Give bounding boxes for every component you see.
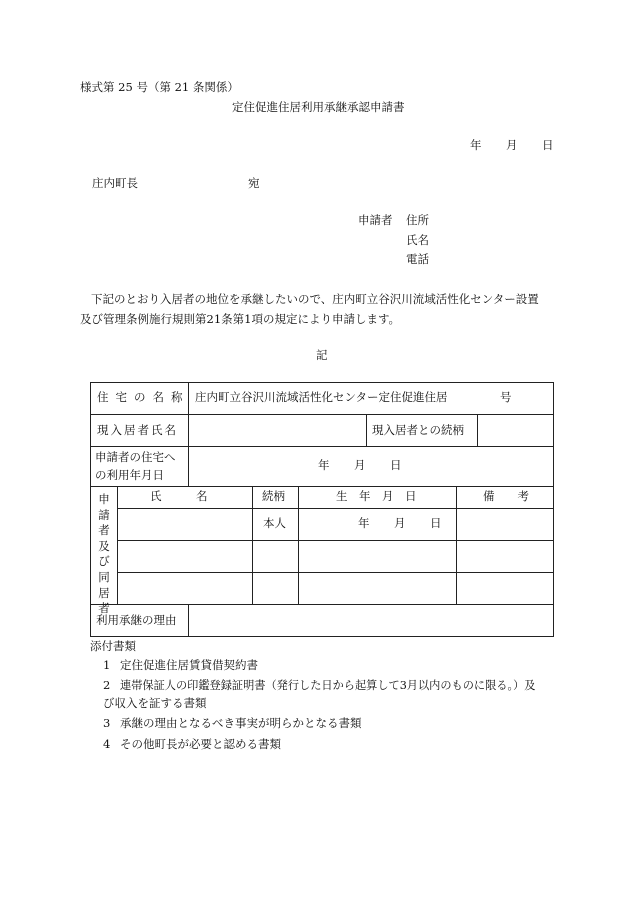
start-date-label-2: の利用年月日 — [95, 468, 164, 482]
attachment-1-text: 定住促進住居賃貸借契約書 — [120, 658, 258, 672]
col-birth-header: 生 年 月 日 — [336, 489, 417, 503]
col-remarks-header: 備 考 — [483, 489, 529, 503]
attachment-2-text: 連帯保証人の印鑑登録証明書（発行した日から起算して3月以内のものに限る。）及 — [120, 679, 536, 692]
date-month: 月 — [506, 138, 518, 152]
body-line-2: 及び管理条例施行規則第21条第1項の規定により申請します。 — [80, 312, 401, 326]
row1-birth-year: 年 — [358, 516, 370, 530]
row1-birth-month: 月 — [394, 516, 406, 530]
start-date-month: 月 — [354, 458, 366, 472]
row1-birth-day: 日 — [430, 516, 442, 530]
members-side-label: 申請者及び同居者 — [98, 492, 110, 616]
housing-number-suffix: 号 — [500, 390, 512, 404]
addressee-name: 庄内町長 — [92, 176, 138, 190]
attachments-heading: 添付書類 — [90, 639, 136, 653]
body-line-1: 下記のとおり入居者の地位を承継したいので、庄内町立谷沢川流域活性化センター設置 — [91, 292, 539, 306]
attachment-3-text: 承継の理由となるべき事実が明らかとなる書類 — [120, 716, 362, 730]
relation-input[interactable] — [479, 416, 551, 444]
attachment-2-num: 2 — [103, 678, 111, 692]
col-relation-header: 続柄 — [262, 489, 285, 503]
start-date-year: 年 — [318, 458, 330, 472]
attachment-1-num: 1 — [103, 658, 111, 672]
current-resident-input[interactable] — [190, 416, 364, 444]
date-year: 年 — [470, 138, 482, 152]
start-date-label-1: 申請者の住宅へ — [95, 450, 176, 464]
reason-input[interactable] — [190, 606, 551, 634]
applicant-label: 申請者 — [358, 213, 393, 227]
attachment-2-cont: び収入を証する書類 — [103, 696, 207, 710]
reason-label: 利用承継の理由 — [96, 613, 177, 627]
attachment-4-num: 4 — [103, 737, 111, 751]
housing-number-input[interactable] — [460, 384, 498, 412]
applicant-phone-label: 電話 — [406, 252, 429, 266]
applicant-name-label: 氏名 — [406, 233, 429, 247]
attachment-3-num: 3 — [103, 716, 111, 730]
attachment-4-text: その他町長が必要と認める書類 — [120, 737, 281, 751]
row1-relation: 本人 — [263, 516, 286, 530]
ki-heading: 記 — [316, 348, 328, 362]
addressee-suffix: 宛 — [248, 176, 260, 190]
current-resident-label: 現入居者氏名 — [97, 423, 178, 437]
form-number: 様式第 25 号（第 21 条関係） — [80, 80, 239, 94]
date-day: 日 — [542, 138, 554, 152]
housing-name-value: 庄内町立谷沢川流域活性化センター定住促進住居 — [195, 390, 448, 404]
housing-name-label: 住宅の名称 — [97, 390, 190, 404]
start-date-day: 日 — [390, 458, 402, 472]
col-name-header: 氏 名 — [150, 489, 208, 503]
relation-label: 現入居者との続柄 — [372, 423, 464, 437]
page-title: 定住促進住居利用承継承認申請書 — [232, 100, 405, 114]
applicant-address-label: 住所 — [406, 213, 429, 227]
